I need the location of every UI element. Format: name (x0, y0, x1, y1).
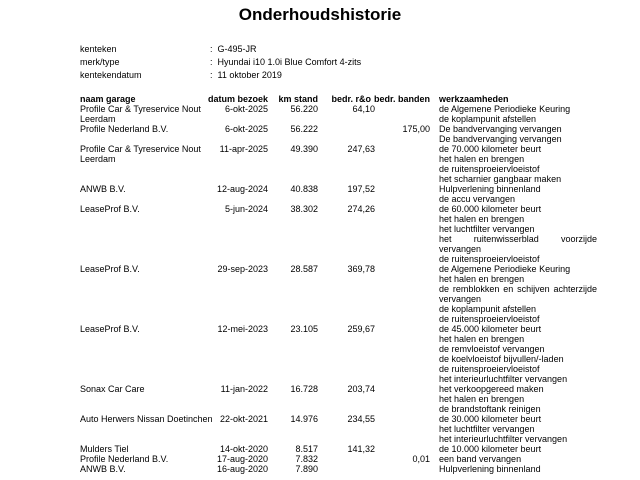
amount-repair-maintenance: 197,52 (347, 184, 375, 194)
visit-date: 5-jun-2024 (224, 204, 268, 214)
table-row (80, 414, 640, 444)
work-item: de 70.000 kilometer beurt (439, 144, 542, 154)
table-row (80, 384, 640, 414)
work-item: de brandstoftank reinigen (439, 404, 541, 414)
km-reading: 56.220 (290, 104, 318, 114)
work-item: het luchtfilter vervangen (439, 424, 535, 434)
info-label: kentekendatum (80, 70, 142, 80)
km-reading: 40.838 (290, 184, 318, 194)
table-row (80, 454, 640, 464)
work-item: het ruitenwisserblad voorzijde vervangen (439, 234, 597, 254)
amount-repair-maintenance: 369,78 (347, 264, 375, 274)
visit-date: 6-okt-2025 (224, 124, 268, 134)
amount-tyres: 175,00 (402, 124, 430, 134)
maintenance-table (80, 94, 640, 474)
garage-name: Auto Herwers Nissan Doetinchen (80, 414, 213, 424)
km-reading: 14.976 (290, 414, 318, 424)
visit-date: 6-okt-2025 (224, 104, 268, 114)
amount-tyres: 0,01 (412, 454, 430, 464)
km-reading: 7.890 (295, 464, 318, 474)
km-reading: 56.222 (290, 124, 318, 134)
vehicle-info (80, 43, 640, 82)
visit-date: 12-aug-2024 (216, 184, 268, 194)
work-item: de 30.000 kilometer beurt (439, 414, 542, 424)
info-label: kenteken (80, 44, 117, 54)
info-separator: : (210, 70, 213, 80)
work-item: de accu vervangen (439, 194, 516, 204)
work-item: het luchtfilter vervangen (439, 224, 535, 234)
work-items (439, 264, 597, 324)
amount-repair-maintenance: 141,32 (347, 444, 375, 454)
garage-name: Mulders Tiel (80, 444, 129, 454)
work-item: de koelvloeistof bijvullen/-laden (439, 354, 564, 364)
amount-repair-maintenance: 259,67 (347, 324, 375, 334)
work-items (439, 464, 597, 474)
work-item: het scharnier gangbaar maken (439, 174, 562, 184)
garage-name: LeaseProf B.V. (80, 204, 140, 214)
km-reading: 38.302 (290, 204, 318, 214)
work-items (439, 324, 597, 384)
visit-date: 29-sep-2023 (217, 264, 268, 274)
make-model-value: Hyundai i10 1.0i Blue Comfort 4-zits (217, 57, 362, 67)
table-row (80, 184, 640, 204)
column-header-amount-repair: bedr. r&o (331, 94, 371, 104)
garage-name: Sonax Car Care (80, 384, 145, 394)
column-header-visit-date: datum bezoek (207, 94, 268, 104)
table-row (80, 444, 640, 454)
garage-name: LeaseProf B.V. (80, 264, 140, 274)
garage-name: ANWB B.V. (80, 464, 126, 474)
work-item: het halen en brengen (439, 274, 525, 284)
column-header-km: km stand (278, 94, 318, 104)
km-reading: 7.832 (295, 454, 318, 464)
page-title: Onderhoudshistorie (238, 5, 402, 24)
amount-repair-maintenance: 274,26 (347, 204, 375, 214)
work-items (439, 124, 597, 144)
work-item: de 60.000 kilometer beurt (439, 204, 542, 214)
visit-date: 14-okt-2020 (219, 444, 268, 454)
km-reading: 49.390 (290, 144, 318, 154)
work-item: De bandvervanging vervangen (439, 134, 562, 144)
work-items (439, 104, 597, 124)
table-row (80, 464, 640, 474)
visit-date: 22-okt-2021 (219, 414, 268, 424)
table-header-row (80, 94, 640, 104)
garage-name: Profile Nederland B.V. (80, 454, 169, 464)
garage-name: Profile Car & Tyreservice Nout Leerdam (80, 104, 201, 124)
visit-date: 16-aug-2020 (216, 464, 268, 474)
amount-repair-maintenance: 234,55 (347, 414, 375, 424)
document-content (80, 43, 640, 474)
work-item: de ruitensproeiervloeistof (439, 254, 540, 264)
km-reading: 16.728 (290, 384, 318, 394)
work-item: het halen en brengen (439, 334, 525, 344)
work-item: de ruitensproeiervloeistof (439, 364, 540, 374)
vehicle-info-row-kenteken (80, 43, 640, 56)
info-separator: : (210, 57, 213, 67)
work-item: het halen en brengen (439, 214, 525, 224)
work-item: de Algemene Periodieke Keuring (439, 104, 571, 114)
amount-repair-maintenance: 203,74 (347, 384, 375, 394)
work-item: het interieurluchtfilter vervangen (439, 434, 568, 444)
visit-date: 17-aug-2020 (216, 454, 268, 464)
km-reading: 23.105 (290, 324, 318, 334)
column-header-work: werkzaamheden (439, 94, 509, 104)
work-items (439, 444, 597, 454)
info-label: merk/type (80, 57, 120, 67)
vehicle-info-row-merk-type (80, 56, 640, 69)
info-separator: : (210, 44, 213, 54)
work-item: het halen en brengen (439, 394, 525, 404)
work-item: de 10.000 kilometer beurt (439, 444, 542, 454)
vehicle-info-row-kentekendatum (80, 69, 640, 82)
work-item: De bandvervanging vervangen (439, 124, 562, 134)
table-row (80, 264, 640, 324)
work-item: het verkoopgereed maken (439, 384, 544, 394)
work-item: de ruitensproeiervloeistof (439, 314, 540, 324)
amount-repair-maintenance: 64,10 (352, 104, 375, 114)
work-item: het interieurluchtfilter vervangen (439, 374, 568, 384)
work-item: de koplampunit afstellen (439, 114, 537, 124)
km-reading: 8.517 (295, 444, 318, 454)
garage-name: LeaseProf B.V. (80, 324, 140, 334)
license-plate-value: G-495-JR (217, 44, 257, 54)
visit-date: 11-jan-2022 (220, 384, 268, 394)
work-item: de ruitensproeiervloeistof (439, 164, 540, 174)
work-item: de Algemene Periodieke Keuring (439, 264, 571, 274)
table-row (80, 324, 640, 384)
work-item: Hulpverlening binnenland (439, 464, 541, 474)
table-row (80, 124, 640, 144)
garage-name: ANWB B.V. (80, 184, 126, 194)
table-row (80, 104, 640, 124)
work-items (439, 414, 597, 444)
work-item: het halen en brengen (439, 154, 525, 164)
column-header-amount-tyres: bedr. banden (373, 94, 430, 104)
garage-name: Profile Nederland B.V. (80, 124, 169, 134)
work-items (439, 184, 597, 204)
work-item: de koplampunit afstellen (439, 304, 537, 314)
work-items (439, 384, 597, 414)
work-item: Hulpverlening binnenland (439, 184, 541, 194)
work-items (439, 144, 597, 184)
visit-date: 12-mei-2023 (217, 324, 268, 334)
table-row (80, 204, 640, 264)
table-body (80, 104, 640, 474)
km-reading: 28.587 (290, 264, 318, 274)
visit-date: 11-apr-2025 (219, 144, 268, 154)
work-item: de 45.000 kilometer beurt (439, 324, 542, 334)
registration-date-value: 11 oktober 2019 (217, 70, 282, 80)
work-item: de remblokken en schijven achterzijde vervangen (439, 284, 597, 304)
work-item: een band vervangen (439, 454, 522, 464)
column-header-garage: naam garage (80, 94, 136, 104)
garage-name: Profile Car & Tyreservice Nout Leerdam (80, 144, 201, 164)
table-row (80, 144, 640, 184)
work-items (439, 204, 597, 264)
work-item: de remvloeistof vervangen (439, 344, 545, 354)
work-items (439, 454, 597, 464)
amount-repair-maintenance: 247,63 (347, 144, 375, 154)
